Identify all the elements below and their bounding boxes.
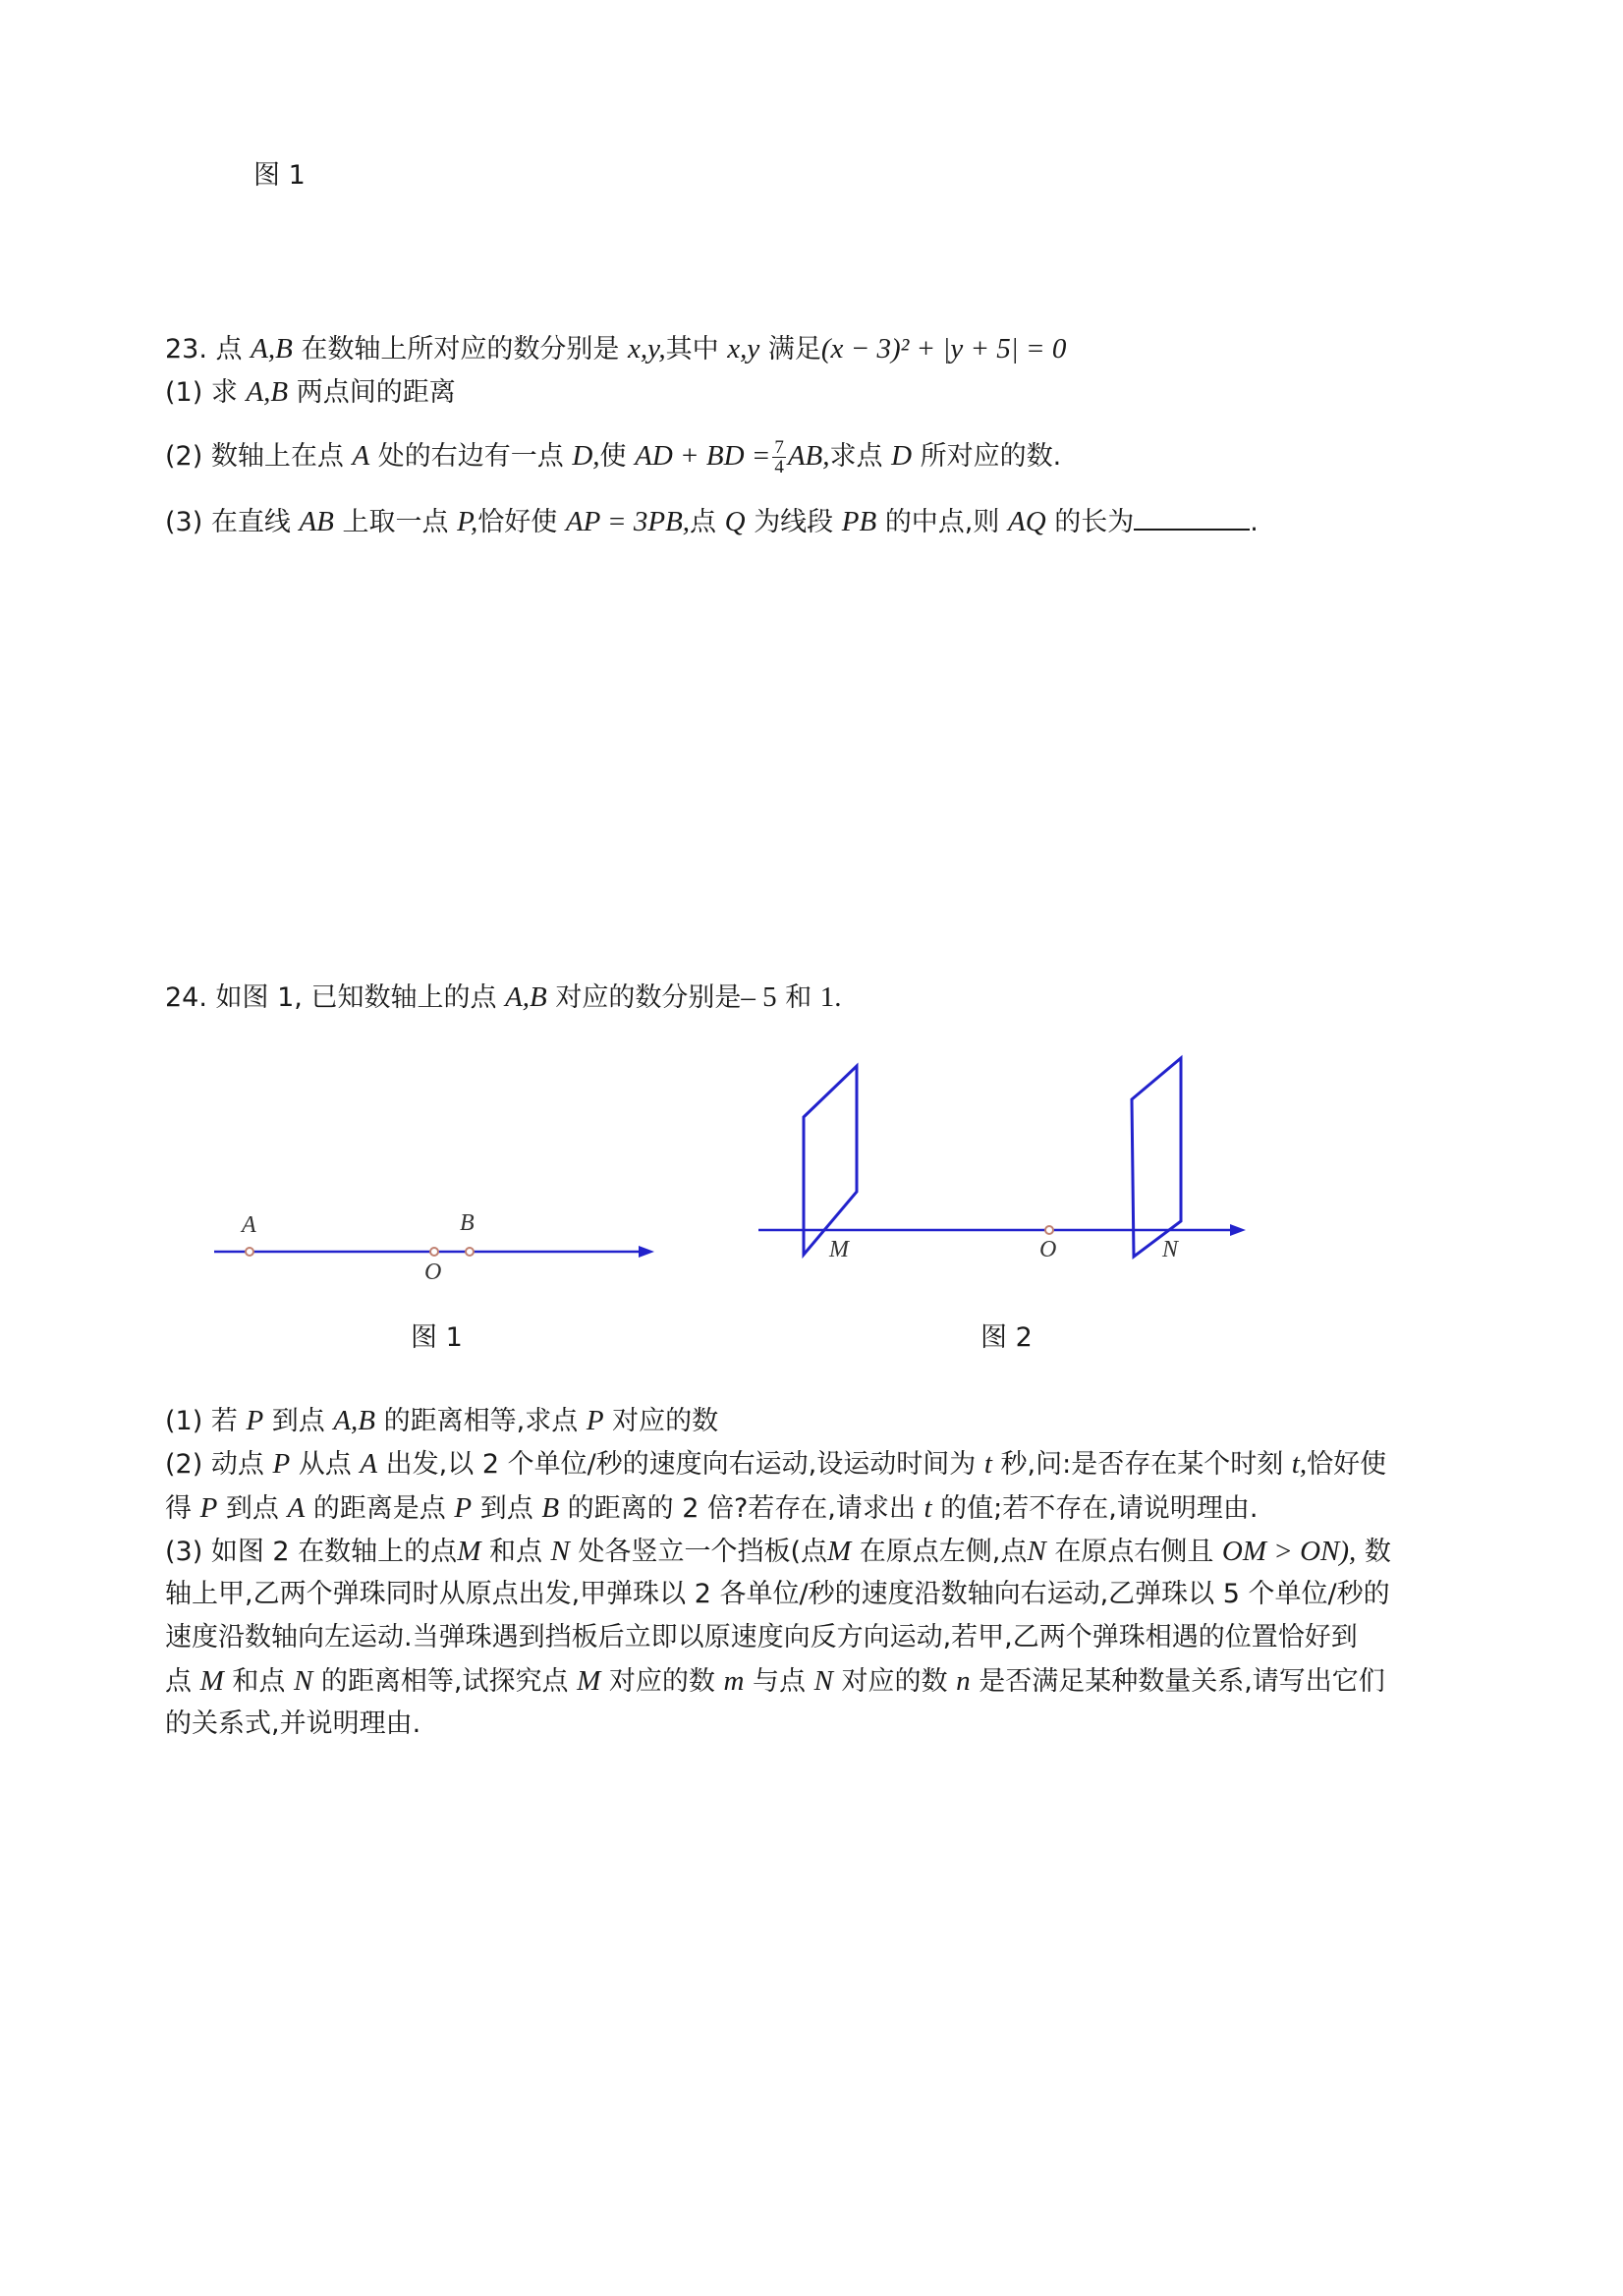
baffle-M — [804, 1066, 857, 1255]
q23-equation: (x − 3)² + |y + 5| = 0 — [820, 333, 1067, 364]
point-A — [246, 1248, 253, 1256]
figure-2-caption: 图 2 — [980, 1322, 1033, 1353]
figure-1-caption: 图 1 — [411, 1322, 463, 1353]
arrow-head-icon — [1230, 1224, 1246, 1236]
label-A: A — [242, 1212, 256, 1238]
q23-part2: (2) 数轴上在点 A 处的右边有一点 D,使 AD + BD = $\frac{7}{4}$ AB,求点 D 所对应的数. — [165, 437, 1062, 477]
q23-part1: (1) 求 A,B 两点间的距离 — [165, 376, 456, 408]
baffle-N — [1132, 1058, 1181, 1257]
label-N: N — [1162, 1237, 1179, 1262]
fraction-7-4: $\frac{7}{4}$ — [774, 437, 784, 477]
figure-2-baffles — [747, 1046, 1258, 1272]
q24-stem: 24. 如图 1, 已知数轴上的点 A,B 对应的数分别是– 5 和 1. — [165, 981, 842, 1013]
figure-caption-top: 图 1 — [253, 160, 306, 191]
arrow-head-icon — [639, 1246, 654, 1258]
label-B: B — [460, 1210, 475, 1236]
point-O — [1045, 1226, 1053, 1234]
q24-part3-line4: 点 M 和点 N 的距离相等,试探究点 M 对应的数 m 与点 N 对应的数 n 是否满足某种数量关系,请写出它们 — [165, 1665, 1385, 1697]
q24-part3-line1: (3) 如图 2 在数轴上的点M 和点 N 处各竖立一个挡板(点M 在原点左侧,点N 在原点右侧且 OM > ON), 数 — [165, 1536, 1391, 1567]
q24-part1: (1) 若 P 到点 A,B 的距离相等,求点 P 对应的数 — [165, 1405, 719, 1436]
q23-stem: 23. 点 A,B 在数轴上所对应的数分别是 x,y,其中 x,y 满足(x − 3)² + |y + 5| = 0 — [165, 333, 1067, 364]
q24-part2-line2: 得 P 到点 A 的距离是点 P 到点 B 的距离的 2 倍?若存在,请求出 t 的值;若不存在,请说明理由. — [165, 1492, 1259, 1524]
q24-part3-line5: 的关系式,并说明理由. — [165, 1708, 421, 1739]
label-O: O — [1039, 1237, 1057, 1262]
q24-part2-line1: (2) 动点 P 从点 A 出发,以 2 个单位/秒的速度向右运动,设运动时间为 t 秒,问:是否存在某个时刻 t,恰好使 — [165, 1448, 1387, 1480]
q23-part3: (3) 在直线 AB 上取一点 P,恰好使 AP = 3PB,点 Q 为线段 PB 的中点,则 AQ 的长为 . — [165, 503, 1259, 540]
point-B — [466, 1248, 474, 1256]
figure-1-number-line — [196, 1199, 668, 1287]
q24-part3-line3: 速度沿数轴向左运动.当弹珠遇到挡板后立即以原速度向反方向运动,若甲,乙两个弹珠相遇的位置恰好到 — [165, 1622, 1358, 1652]
label-O: O — [424, 1260, 442, 1285]
label-M: M — [829, 1237, 849, 1262]
answer-blank[interactable] — [1134, 503, 1250, 531]
q24-part3-line2: 轴上甲,乙两个弹珠同时从原点出发,甲弹珠以 2 各单位/秒的速度沿数轴向右运动,乙弹珠以 5 个单位/秒的 — [165, 1579, 1390, 1609]
point-O — [430, 1248, 438, 1256]
